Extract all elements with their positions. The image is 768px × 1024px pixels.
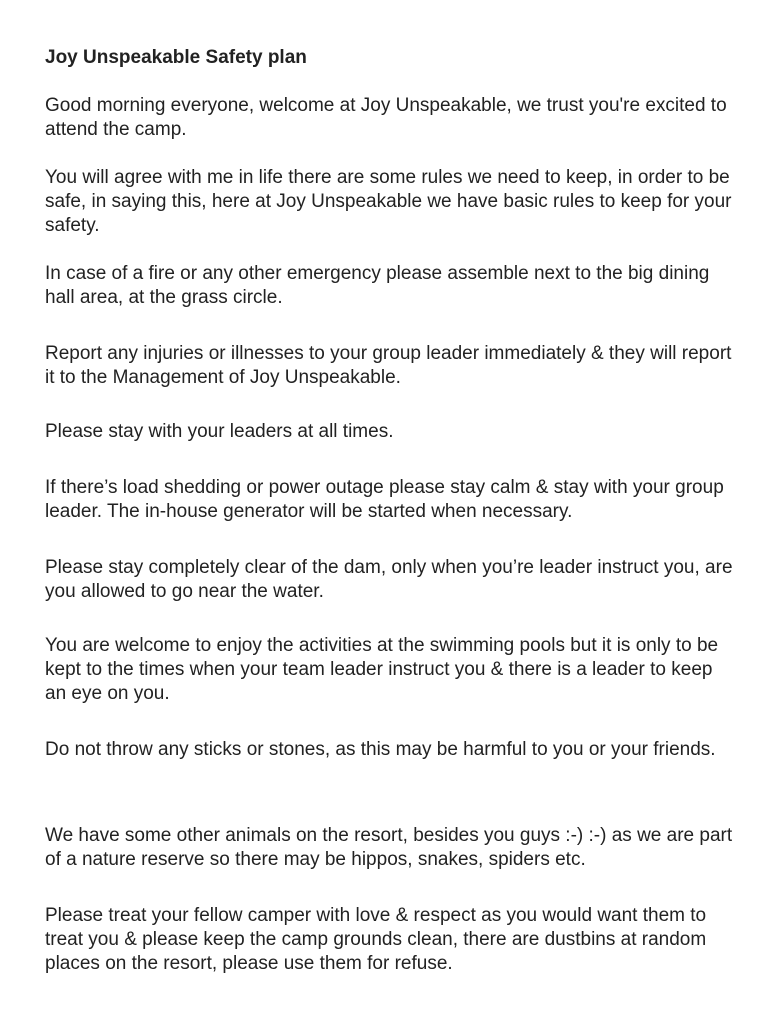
paragraph-sticks-stones: Do not throw any sticks or stones, as this may be harmful to you or your friends. <box>45 739 716 760</box>
paragraph-swimming-pools: You are welcome to enjoy the activities at the swimming pools but it is only to be kept to the times when your team leader instruct you & there is a leader to keep an eye on you. <box>45 635 719 704</box>
paragraph-emergency-assembly: In case of a fire or any other emergency please assemble next to the big dining hall area, at the grass circle. <box>45 263 710 308</box>
paragraph-dam: Please stay completely clear of the dam, only when you’re leader instruct you, are you allowed to go near the water. <box>45 557 733 602</box>
document-title: Joy Unspeakable Safety plan <box>45 47 307 68</box>
paragraph-rules-intro: You will agree with me in life there are some rules we need to keep, in order to be safe, in saying this, here at Joy Unspeakable we have basic rules to keep for your safety. <box>45 167 732 236</box>
paragraph-welcome: Good morning everyone, welcome at Joy Unspeakable, we trust you're excited to attend the camp. <box>45 95 727 140</box>
paragraph-power-outage: If there’s load shedding or power outage please stay calm & stay with your group leader. The in-house generator will be started when necessary. <box>45 477 724 522</box>
paragraph-stay-with-leaders: Please stay with your leaders at all times. <box>45 421 394 442</box>
paragraph-animals: We have some other animals on the resort, besides you guys :-) :-) as we are part of a nature reserve so there may be hippos, snakes, spiders etc. <box>45 825 733 870</box>
paragraph-report-injuries: Report any injuries or illnesses to your group leader immediately & they will report it to the Management of Joy Unspeakable. <box>45 343 732 388</box>
paragraph-respect-cleanliness: Please treat your fellow camper with love & respect as you would want them to treat you & please keep the camp grounds clean, there are dustbins at random places on the resort, please use them for refuse. <box>45 905 707 974</box>
